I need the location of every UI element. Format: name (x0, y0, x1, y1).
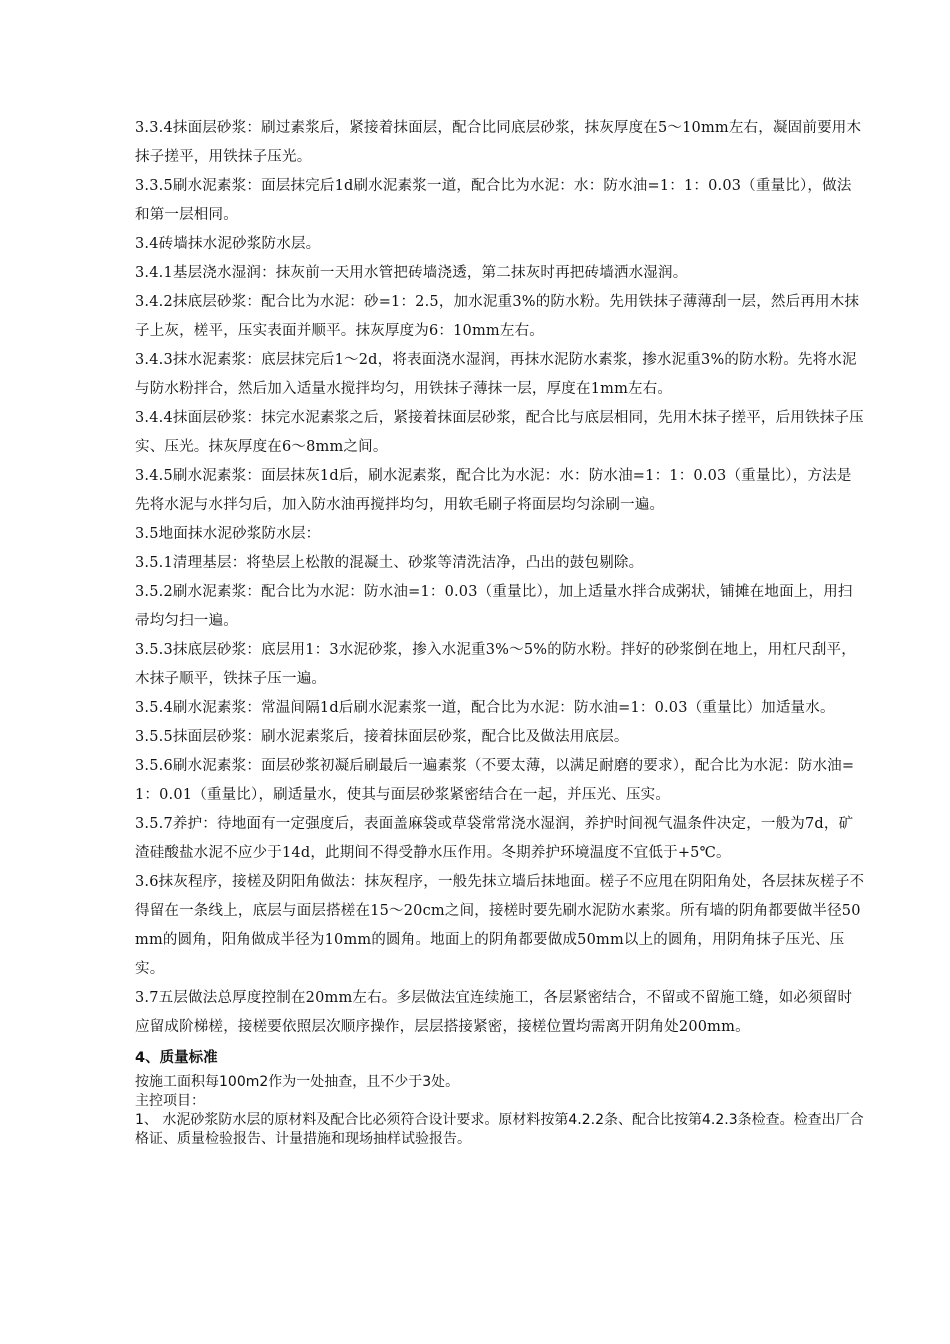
quality-sampling-line: 按施工面积每100m2作为一处抽查，且不少于3处。 (135, 1074, 460, 1090)
paragraph-3-3-5: 3.3.5刷水泥素浆：面层抹完后1d刷水泥素浆一道，配合比为水泥：水：防水油=1：1：0.03（重量比），做法和第一层相同。 (135, 178, 852, 223)
paragraph-3-5-3: 3.5.3抹底层砂浆：底层用1：3水泥砂浆，掺入水泥重3%～5%的防水粉。拌好的砂浆倒在地上，用杠尺刮平，木抹子顺平，铁抹子压一遍。 (135, 642, 856, 687)
paragraph-3-4-5: 3.4.5刷水泥素浆：面层抹灰1d后，刷水泥素浆，配合比为水泥：水：防水油=1：1：0.03（重量比），方法是先将水泥与水拌匀后，加入防水油再搅拌均匀，用软毛刷子将面层均匀涂刷一遍。 (135, 468, 852, 513)
quality-main-items-heading: 主控项目： (135, 1093, 205, 1109)
paragraph-3-6: 3.6抹灰程序，接槎及阴阳角做法：抹灰程序，一般先抹立墙后抹地面。槎子不应甩在阴阳角处，各层抹灰槎子不得留在一条线上，底层与面层搭槎在15～20cm之间，接槎时要先刷水泥防水素浆。所有墙的阴角都要做半径50mm的圆角，阳角做成半径为10mm的圆角。地面上的阴角都要做成50mm以上的圆角，用阴角抹子压光、压实。 (135, 874, 865, 977)
paragraph-3-5-4: 3.5.4刷水泥素浆：常温间隔1d后刷水泥素浆一道，配合比为水泥：防水油=1：0.03（重量比）加适量水。 (135, 700, 835, 716)
paragraph-3-5-7: 3.5.7养护：待地面有一定强度后，表面盖麻袋或草袋常常浇水湿润，养护时间视气温条件决定，一般为7d，矿渣硅酸盐水泥不应少于14d，此期间不得受静水压作用。冬期养护环境温度不宜低于+5℃。 (135, 816, 854, 861)
paragraph-3-5-5: 3.5.5抹面层砂浆：刷水泥素浆后，接着抹面层砂浆，配合比及做法用底层。 (135, 729, 629, 745)
paragraph-3-4-4: 3.4.4抹面层砂浆：抹完水泥素浆之后，紧接着抹面层砂浆，配合比与底层相同，先用木抹子搓平，后用铁抹子压实、压光。抹灰厚度在6～8mm之间。 (135, 410, 864, 455)
paragraph-3-5: 3.5地面抹水泥砂浆防水层： (135, 526, 321, 542)
paragraph-3-5-2: 3.5.2刷水泥素浆：配合比为水泥：防水油=1：0.03（重量比），加上适量水拌合成粥状，铺摊在地面上，用扫帚均匀扫一遍。 (135, 584, 853, 629)
paragraph-3-4-3: 3.4.3抹水泥素浆：底层抹完后1～2d，将表面浇水湿润，再抹水泥防水素浆，掺水泥重3%的防水粉。先将水泥与防水粉拌合，然后加入适量水搅拌均匀，用铁抹子薄抹一层，厚度在1mm左右。 (135, 352, 857, 397)
paragraph-3-4-2: 3.4.2抹底层砂浆：配合比为水泥：砂=1：2.5，加水泥重3%的防水粉。先用铁抹子薄薄刮一层，然后再用木抹子上灰，槎平，压实表面并顺平。抹灰厚度为6：10mm左右。 (135, 294, 860, 339)
paragraph-3-5-1: 3.5.1清理基层：将垫层上松散的混凝土、砂浆等清洗洁净，凸出的鼓包剔除。 (135, 555, 644, 571)
document-page (135, 114, 865, 1149)
paragraph-3-4: 3.4砖墙抹水泥砂浆防水层。 (135, 236, 321, 252)
paragraph-3-3-4: 3.3.4抹面层砂浆：刷过素浆后，紧接着抹面层，配合比同底层砂浆，抹灰厚度在5～10mm左右，凝固前要用木抹子搓平，用铁抹子压光。 (135, 120, 862, 165)
paragraph-3-4-1: 3.4.1基层浇水湿润：抹灰前一天用水管把砖墙浇透，第二抹灰时再把砖墙洒水湿润。 (135, 265, 688, 281)
paragraph-3-5-6: 3.5.6刷水泥素浆：面层砂浆初凝后刷最后一遍素浆（不要太薄，以满足耐磨的要求），配合比为水泥：防水油=1：0.01（重量比），刷适量水，使其与面层砂浆紧密结合在一起，并压光、压实。 (135, 758, 855, 803)
quality-main-item-1: 1、 水泥砂浆防水层的原材料及配合比必须符合设计要求。原材料按第4.2.2条、配合比按第4.2.3条检查。检查出厂合格证、质量检验报告、计量措施和现场抽样试验报告。 (135, 1112, 864, 1147)
section-title-quality-standard: 4、质量标准 (135, 1050, 218, 1066)
paragraph-3-7: 3.7五层做法总厚度控制在20mm左右。多层做法宜连续施工，各层紧密结合，不留或不留施工缝，如必须留时应留成阶梯槎，接槎要依照层次顺序操作，层层搭接紧密，接槎位置均需离开阴角处200mm。 (135, 990, 853, 1035)
